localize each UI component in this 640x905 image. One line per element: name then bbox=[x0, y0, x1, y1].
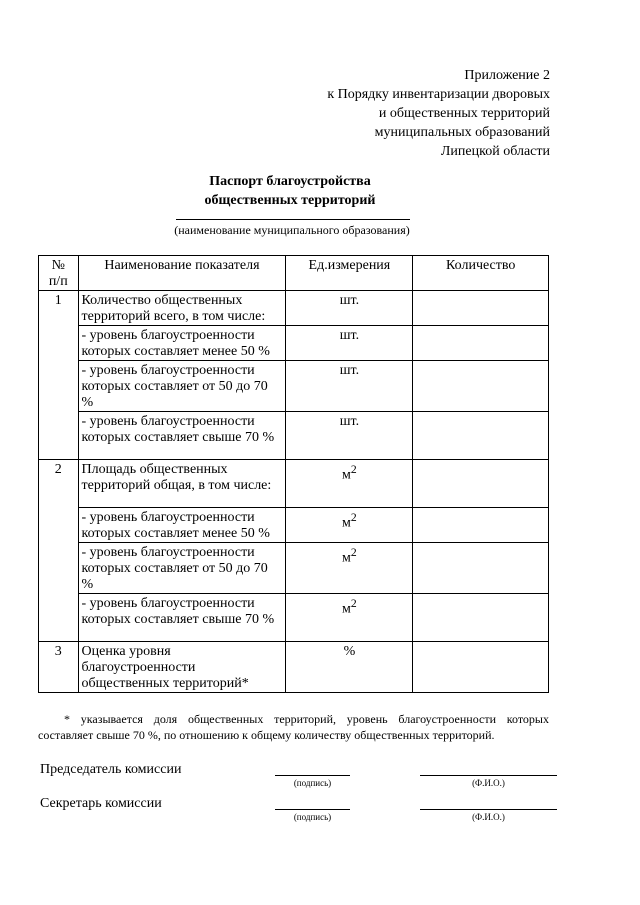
unit-cell bbox=[286, 543, 413, 594]
unit-cell bbox=[286, 508, 413, 543]
secretary-fio-line[interactable] bbox=[420, 809, 557, 810]
table-row bbox=[39, 642, 549, 693]
unit-cell bbox=[286, 594, 413, 642]
indicator-name: Площадь общественных территорий общая, в том числе: bbox=[78, 460, 286, 508]
unit-cell bbox=[286, 460, 413, 508]
chair-fio-caption: (Ф.И.О.) bbox=[472, 778, 505, 788]
passport-table bbox=[38, 255, 549, 693]
unit-text: м bbox=[342, 467, 351, 483]
secretary-label: Секретарь комиссии bbox=[40, 796, 162, 811]
table-row bbox=[39, 291, 549, 326]
unit-cell bbox=[286, 412, 413, 460]
chair-label: Председатель комиссии bbox=[40, 762, 182, 777]
table-header-row bbox=[39, 256, 549, 291]
appendix-line: Липецкой области bbox=[440, 144, 550, 159]
appendix-line: Приложение 2 bbox=[464, 68, 550, 83]
unit-superscript: 2 bbox=[350, 511, 357, 524]
indicator-name: - уровень благоустроенности которых составляет от 50 до 70 % bbox=[78, 543, 286, 594]
header-name: Наименование показателя bbox=[78, 256, 286, 291]
header-qty: Количество bbox=[413, 256, 549, 291]
title-line: Паспорт благоустройства bbox=[209, 174, 371, 189]
indicator-name: Количество общественных территорий всего, в том числе: bbox=[78, 291, 286, 326]
indicator-name: - уровень благоустроенности которых составляет от 50 до 70 % bbox=[78, 361, 286, 412]
indicator-name: - уровень благоустроенности которых составляет свыше 70 % bbox=[78, 412, 286, 460]
secretary-signature-row bbox=[38, 796, 558, 826]
municipality-caption: (наименование муниципального образования) bbox=[174, 223, 410, 237]
quantity-cell[interactable] bbox=[413, 291, 549, 326]
unit-text: шт. bbox=[339, 293, 360, 308]
municipality-fill-line bbox=[176, 219, 410, 220]
header-num bbox=[39, 256, 79, 291]
chair-signature-caption: (подпись) bbox=[293, 778, 332, 788]
quantity-cell[interactable] bbox=[413, 594, 549, 642]
quantity-cell[interactable] bbox=[413, 361, 549, 412]
appendix-line: к Порядку инвентаризации дворовых bbox=[327, 87, 550, 102]
table-row bbox=[39, 361, 549, 412]
quantity-cell[interactable] bbox=[413, 326, 549, 361]
secretary-signature-line[interactable] bbox=[275, 809, 350, 810]
table-row bbox=[39, 460, 549, 508]
unit-text: шт. bbox=[339, 363, 360, 378]
row-number: 3 bbox=[39, 642, 79, 693]
indicator-name: - уровень благоустроенности которых составляет свыше 70 % bbox=[78, 594, 286, 642]
quantity-cell[interactable] bbox=[413, 412, 549, 460]
secretary-signature-caption: (подпись) bbox=[293, 812, 332, 822]
chair-signature-row bbox=[38, 762, 558, 792]
indicator-name: Оценка уровня благоустроенности общественных территорий* bbox=[78, 642, 286, 693]
unit-cell bbox=[286, 326, 413, 361]
unit-text: м bbox=[342, 515, 351, 531]
document-title bbox=[140, 172, 440, 210]
title-line: общественных территорий bbox=[204, 193, 376, 208]
unit-superscript: 2 bbox=[350, 463, 357, 476]
quantity-cell[interactable] bbox=[413, 543, 549, 594]
appendix-line: муниципальных образований bbox=[374, 125, 550, 140]
unit-text: % bbox=[343, 644, 356, 659]
unit-text: м bbox=[342, 550, 351, 566]
appendix-block bbox=[250, 66, 550, 161]
header-num-line1: № bbox=[51, 258, 65, 273]
unit-cell bbox=[286, 361, 413, 412]
table-row bbox=[39, 594, 549, 642]
indicator-name: - уровень благоустроенности которых составляет менее 50 % bbox=[78, 326, 286, 361]
secretary-fio-caption: (Ф.И.О.) bbox=[472, 812, 505, 822]
table-row bbox=[39, 412, 549, 460]
unit-text: шт. bbox=[339, 414, 360, 429]
header-num-line2: п/п bbox=[48, 274, 68, 289]
chair-signature-line[interactable] bbox=[275, 775, 350, 776]
row-number: 1 bbox=[39, 291, 79, 460]
unit-cell bbox=[286, 642, 413, 693]
unit-text: шт. bbox=[339, 328, 360, 343]
table-row bbox=[39, 326, 549, 361]
quantity-cell[interactable] bbox=[413, 508, 549, 543]
quantity-cell[interactable] bbox=[413, 642, 549, 693]
appendix-line: и общественных территорий bbox=[378, 106, 550, 121]
unit-superscript: 2 bbox=[350, 546, 357, 559]
table-row bbox=[39, 543, 549, 594]
indicator-name: - уровень благоустроенности которых составляет менее 50 % bbox=[78, 508, 286, 543]
chair-fio-line[interactable] bbox=[420, 775, 557, 776]
header-unit: Ед.измерения bbox=[286, 256, 413, 291]
unit-superscript: 2 bbox=[350, 597, 357, 610]
footnote: * указывается доля общественных территорий, уровень благоустроенности которых составляет свыше 70 %, по отношению к общему количеству общественных территорий. bbox=[38, 712, 549, 742]
unit-text: м bbox=[342, 601, 351, 617]
quantity-cell[interactable] bbox=[413, 460, 549, 508]
row-number: 2 bbox=[39, 460, 79, 642]
table-row bbox=[39, 508, 549, 543]
unit-cell bbox=[286, 291, 413, 326]
